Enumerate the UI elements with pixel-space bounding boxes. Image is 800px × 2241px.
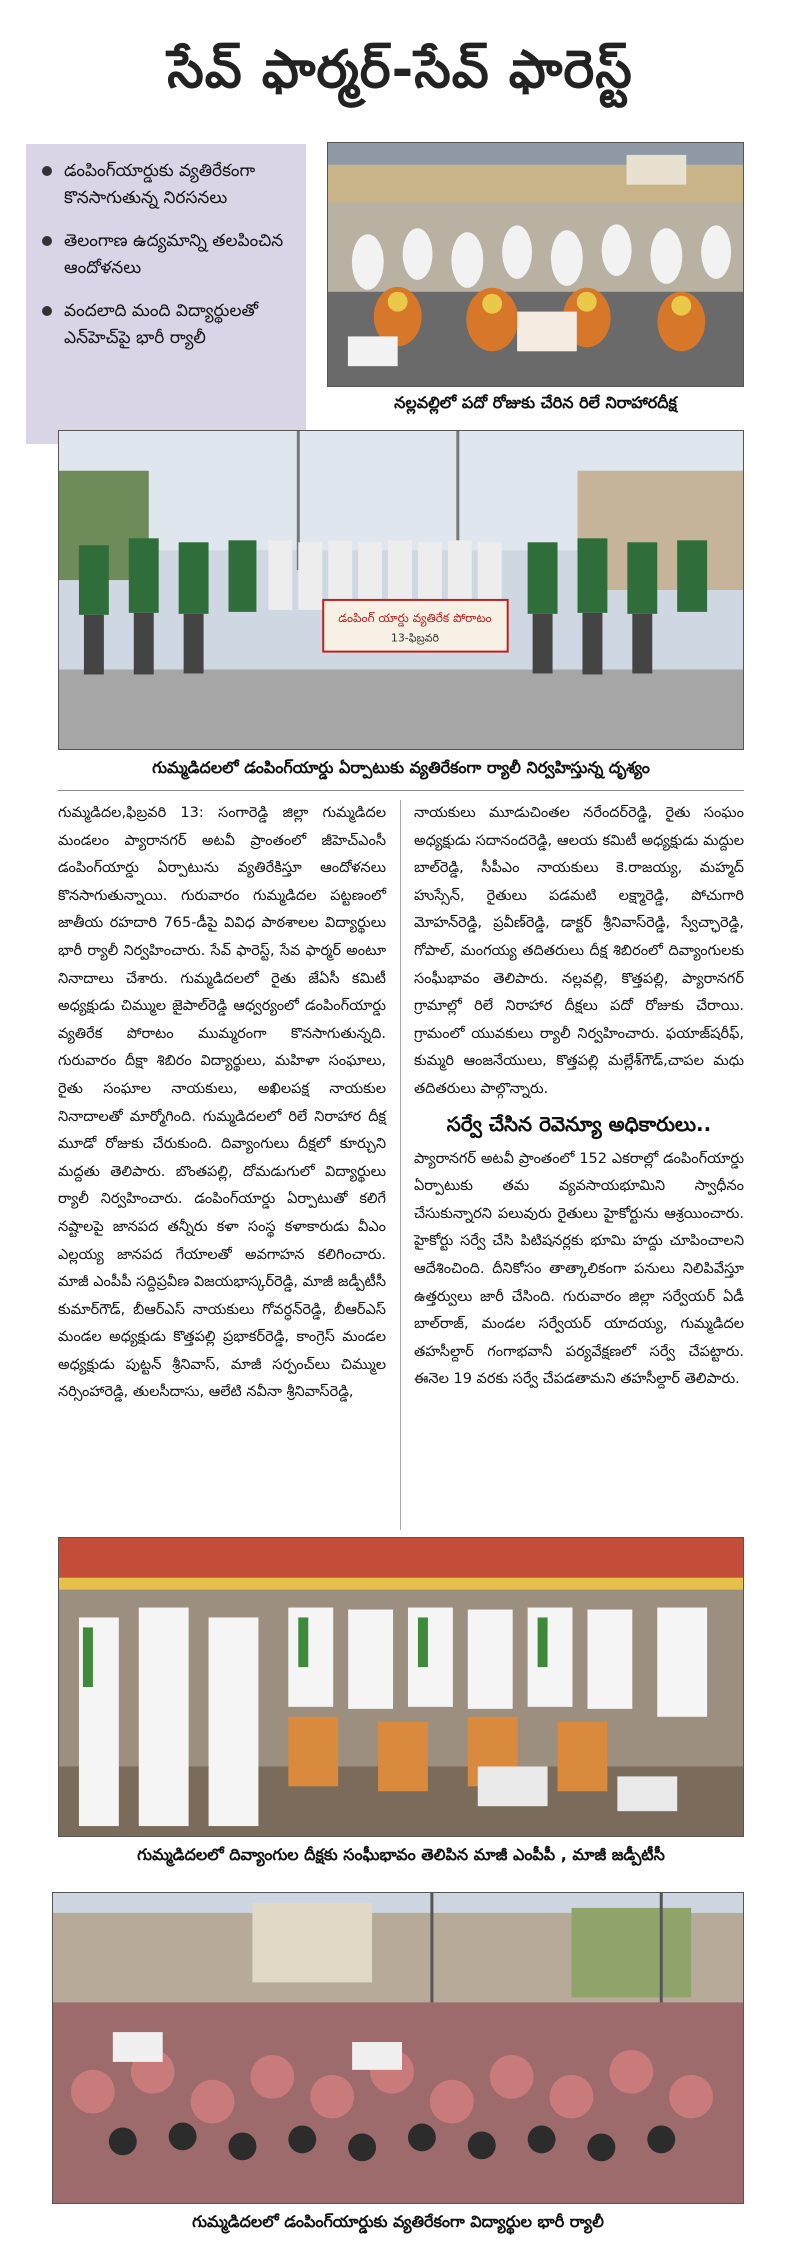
caption-photo1: నల్లవల్లిలో పదో రోజుకు చేరిన రిలే నిరాహారదీక్ష [394,393,677,412]
bullet-dot-icon [42,166,52,176]
photo-solidarity [58,1537,744,1837]
photo-students-rally [52,1892,744,2204]
photo-rally [58,430,744,750]
highlight-item [38,158,296,212]
caption-photo2: గుమ్మడిదలలో డంపింగ్‌యార్డు ఏర్పాటుకు వ్యతిరేకంగా ర్యాలీ నిర్వహిస్తున్న దృశ్యం [152,758,650,777]
article-column-right [414,800,744,1394]
caption-photo4: గుమ్మడిదలలో డంపింగ్‌యార్డుకు వ్యతిరేకంగా విద్యార్థుల భారీ ర్యాలీ [192,2212,604,2231]
article-subheading: సర్వే చేసిన రెవెన్యూ అధికారులు.. [446,1111,712,1136]
banner-date: 13-ఫిబ్రవరి [390,631,440,645]
bullet-dot-icon [42,236,52,246]
highlight-item [38,228,296,282]
bullet-dot-icon [42,306,52,316]
article-paragraph: ప్యారానగర్ అటవీ ప్రాంతంలో 152 ఎకరాల్లో డంపింగ్‌యార్డు ఏర్పాటుకు తమ వ్యవసాయభూమిని స్వాధీనం చేసుకున్నారని పలువురు రైతులు హైకోర్టును ఆశ్రయించారు. హైకోర్టు సర్వే చేసి పిటిషనర్లకు భూమి హద్దు చూపించాలని ఆదేశించింది. దీనికోసం తాత్కాలికంగా పనులు నిలిపివేస్తూ ఉత్తర్వులు జారీ చేసింది. గురువారం జిల్లా సర్వేయర్ ఏడీ బాల్‌రాజ్, మండల సర్వేయర్ యాదయ్య, గుమ్మడిదల తహసీల్దార్ గంగాభవానీ పర్యవేక్షణలో సర్వే చేపట్టారు. ఈనెల 19 వరకు సర్వే చేపడతామని తహసీల్దార్ తెలిపారు. [414,1150,744,1388]
caption-photo3: గుమ్మడిదలలో దివ్యాంగుల దీక్షకు సంఘీభావం తెలిపిన మాజీ ఎంపీపీ , మాజీ జడ్పీటీసీ [137,1845,665,1864]
highlight-text: వందలాది మంది విద్యార్థులతో ఎన్‌హెచ్‌పై భారీ ర్యాలీ [64,301,259,348]
article-column-left [58,800,386,1407]
article-paragraph: నాయకులు మూడుచింతల నరేందర్‌రెడ్డి, రైతు సంఘం అధ్యక్షుడు సదానందరెడ్డి, ఆలయ కమిటీ అధ్యక్షుడు మద్దుల బాల్‌రెడ్డి, సీపీఎం నాయకులు కె.రాజయ్య, మహ్మద్ హుస్సేన్, రైతులు పడమటి లక్ష్మారెడ్డి, పోచుగారి మోహన్‌రెడ్డి, ప్రవీణ్‌రెడ్డి, డాక్టర్ శ్రీనివాస్‌రెడ్డి, స్వేచ్ఛారెడ్డి, గోపాల్, మంగయ్య తదితరులు దీక్ష శిబిరంలో దివ్యాంగులకు సంఘీభావం తెలిపారు. నల్లవల్లి, కొత్తపల్లి, ప్యారానగర్ గ్రామాల్లో రిలే నిరాహార దీక్షలు పదో రోజుకు చేరాయి. గ్రామంలో యువకులు ర్యాలీ నిర్వహించారు. ఫయాజ్‌షరీఫ్, కుమ్మరి ఆంజనేయులు, కొత్తపల్లి మల్లేశ్‌గౌడ్,చాపల మధు తదితరులు పాల్గొన్నారు. [414,805,744,1097]
headline: సేవ్ ఫార్మర్-సేవ్ ఫారెస్ట్ [167,40,633,100]
highlights-box [26,144,306,444]
article-paragraph: గుమ్మడిదల,ఫిబ్రవరి 13: సంగారెడ్డి జిల్లా గుమ్మడిదల మండలం ప్యారానగర్ అటవీ ప్రాంతంలో జీహెచ్‌ఎంసీ డంపింగ్‌యార్డు ఏర్పాటును వ్యతిరేకిస్తూ ఆందోళనలు కొనసాగుతున్నాయి. గురువారం గుమ్మడిదల పట్టణంలో జాతీయ రహదారి 765-డీపై వివిధ పాఠశాలల విద్యార్థులు భారీ ర్యాలీ నిర్వహించారు. సేవ్ ఫారెస్ట్, సేవ ఫార్మర్ అంటూ నినాదాలు చేశారు. గుమ్మడిదలలో రైతు జేఏసీ కమిటీ అధ్యక్షుడు చిమ్ముల జైపాల్‌రెడ్డి ఆధ్వర్యంలో డంపింగ్‌యార్డు వ్యతిరేక పోరాటం ముమ్మరంగా కొనసాగుతున్నది. గురువారం దీక్షా శిబిరం విద్యార్థులు, మహిళా సంఘాలు, రైతు సంఘాల నాయకులు, అఖిలపక్ష నాయకుల నినాదాలతో మార్మోగింది. గుమ్మడిదలలో రిలే నిరాహార దీక్ష మూడో రోజుకు చేరుకుంది. దివ్యాంగులు దీక్షలో కూర్చుని మద్దతు తెలిపారు. బొంతపల్లి, దోమడుగులో విద్యార్థులు ర్యాలీ నిర్వహించారు. డంపింగ్‌యార్డు ఏర్పాటుతో కలిగే నష్టాలపై జానపద తన్నీరు కళా సంస్థ కళాకారుడు వీఎం ఎల్లయ్య జానపద గేయాలతో అవగాహన కలిగించారు. మాజీ ఎంపీపీ సద్దిప్రవీణ విజయభాస్కర్‌రెడ్డి, మాజీ జడ్పీటీసీ కుమార్‌గౌడ్, బీఆర్‌ఎస్ నాయకులు గోవర్ధన్‌రెడ్డి, బీఆర్‌ఎస్ మండల అధ్యక్షుడు కొత్తపల్లి ప్రభాకర్‌రెడ్డి, కాంగ్రెస్ మండల అధ్యక్షుడు పుట్టన్ శ్రీనివాస్, మాజీ సర్పంచ్‌లు చిమ్ముల నర్సింహారెడ్డి, తులసీదాసు, ఆలేటి నవీనా శ్రీనివాస్‌రెడ్డి, [58,805,386,1401]
photo-relay-hunger-strike [327,142,744,387]
highlight-text: డంపింగ్‌యార్డుకు వ్యతిరేకంగా కొనసాగుతున్న నిరసనలు [64,161,256,208]
divider [58,790,744,791]
banner-text: డంపింగ్ యార్డు వ్యతిరేక పోరాటం [338,610,492,625]
highlight-item [38,298,296,352]
highlight-text: తెలంగాణ ఉద్యమాన్ని తలపించిన ఆందోళనలు [64,231,284,278]
column-divider [400,800,401,1530]
